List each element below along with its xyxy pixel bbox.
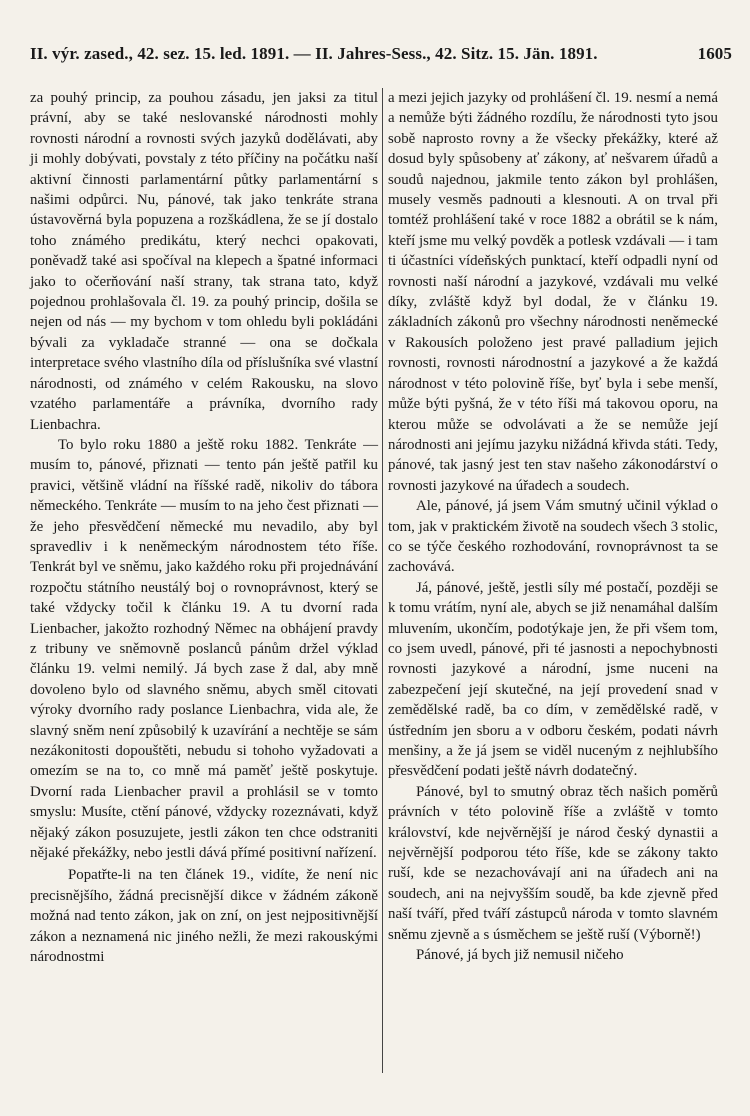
paragraph: Pánové, já bych již nemusil ničeho [416,947,624,964]
paragraph: Ale, pánové, já jsem Vám smutný učinil výklad o tom, jak v praktickém životě na soudech všech 3 stolic, co se týče českého rozhodování, rovnoprávnost ta se zachovává. [388,498,718,576]
header-session-info: II. výr. zased., 42. sez. 15. led. 1891. — II. Jahres-Sess., 42. Sitz. 15. Jän. 1891. [30,44,598,63]
paragraph: Popatřte-li na ten článek 19., vidíte, že není nic precisnějšího, žádná precisnější dikce v žádném zákoně možná nad tento zákon, jak on zní, on jest nejpositivnější zákon a neznamená nic jiného nežli, že mezi rakouskými národnostmi [30,867,378,966]
paragraph: a mezi jejich jazyky od prohlášení čl. 19. nesmí a nemá a nemůže býti žádného rozdílu, že národnosti tyto jsou sobě naprosto rovny a že všecky překážky, které až dosud byly spůsobeny ať zákony, ať nešvarem úřadů a soudů najednou, jakmile tento zákon byl prohlášen, musely vesměs padnouti a klesnouti. A on trval při tomtéž prohlášení také v roce 1882 a obrátil se k nám, kteří jsme mu velký povděk a potlesk vzdávali — i tam ti účastníci vídeňských punktací, kteří odpadli nyní od rovnosti naší národní a jazykové, vzdávali mu velké díky, zvláště když byl dodal, že v článku 19. základních zákonů pro všechny národnosti neněmecké v Rakousích položeno jest pravé palladium jejich rovnosti, rovnosti národnostní a jazykové a že každá národnost v této polovině říše, byť byla i sebe menší, může býti pyšná, že v této říši má takovou oporu, na kterou může se odvolávati a že se nemůže její národnosti ani jejímu jazyku nižádná křivda státi. Tedy, pánové, tak jasný jest ten stav našeho zákonodárství o rovnosti jazykové na úřadech a soudech. [388,90,719,494]
paragraph: za pouhý princip, za pouhou zásadu, jen jaksi za titul právní, aby se také neslovanské národnosti mohly rovnosti národní a rovnosti svých jazyků dodělávati, aby ji mohly dobývati, povstaly z této příčiny na počátku naší aktivní činnosti parlamentární půtky parlamentární s našimi odpůrci. Nu, pánové, tak jako tenkráte strana ústavověrná byla popuzena a rozškádlena, že se jí dostalo toho známého predikátu, který nechci opakovati, poněvadž také asi spočíval na klepech a špatné informaci jako to očerňování naší strany, tak strana tato, když pojednou prohlašovala čl. 19. za pouhý princip, došila se nejen od nás — my bychom v tom ohledu byli pokládáni bývali za vykladače stranné — ona se dočkala interpretace svého vlastního díla od příslušníka své vlastní národnosti, od známého v celém Rakousku, na slovo vzatého parlamentáře a právníka, dvorního rady Lienbachra. [30,90,378,433]
right-column [388,88,718,965]
paragraph: Já, pánové, ještě, jestli síly mé postačí, později se k tomu vrátím, nyní ale, abych se již nenamáhal dalším mluvením, ukončím, podotýkaje jen, že při všem tom, co jsem uvedl, pánové, při té jasnosti a nepochybnosti rovnosti jazykové a národní, jsme nuceni na zabezpečení její skutečné, na její provedení snad v zemědělské radě, ba co dím, v zemědělské radě, v ústředním jen sboru a v odboru českém, podati návrh menšiny, a že já jsem se viděl nuceným z nejhlubšího přesvědčení podati ještě návrh dodatečný. [388,579,718,780]
column-divider [382,88,383,1073]
paragraph: Pánové, byl to smutný obraz těch našich poměrů právních v této polovině říše a zvláště v tomto království, kde nejvěrnější je národ český dynastii a nejvěrnější podporou této říše, kde se zákony takto ruší, kde se nezachovávají ani na úřadech ani na soudech, ani na nejvyšším soudě, ba kde zjevně před naší tváří, před tváří zástupců národa v tomto slavném sněmu zjevně a s úsměchem se ještě ruší (Výborně!) [388,783,718,943]
left-column [30,88,378,967]
running-header [30,44,732,74]
page-number: 1605 [697,44,732,63]
paragraph: To bylo roku 1880 a ještě roku 1882. Tenkráte — musím to, pánové, přiznati — tento pán ještě patřil ku pravici, většině vládní na říšské radě, nikoliv do tábora německého. Tenkráte — musím to na jeho čest přiznati — že jeho přesvědčení německé mu nevadilo, aby byl spravedliv i k neněmeckým národnostem této říše. Tenkrát byl ve sněmu, jako každého roku při projednávání rozpočtu státního neustálý boj o rovnoprávnost, který se také vždycky točil k článku 19. A tu dvorní rada Lienbacher, jakožto rozhodný Němec na obhájení pravdy z tribuny ve sněmovně poslanců pánům držel výklad článku 19. velmi nemilý. Já bych zase ž dal, aby mně dovoleno bylo od slavného sněmu, abych směl citovati výroky dvorního rady poslance Lienbachra, vida ale, že slavný sněm není způsobilý k uzavírání a nechtěje se sám nezákonitosti dopouštěti, nebudu si tohoho vyžadovati a omezím se na to, co mně má paměť ještě poskytuje. Dvorní rada Lienbacher pravil a prohlásil se v tomto smyslu: Musíte, ctění pánové, vždycky rozeznávati, když nějaký zákon posuzujete, jestli zákon ten chce odstraniti nějaké překážky, nebo jestli dává přímé positivní nařízení. [30,436,378,862]
